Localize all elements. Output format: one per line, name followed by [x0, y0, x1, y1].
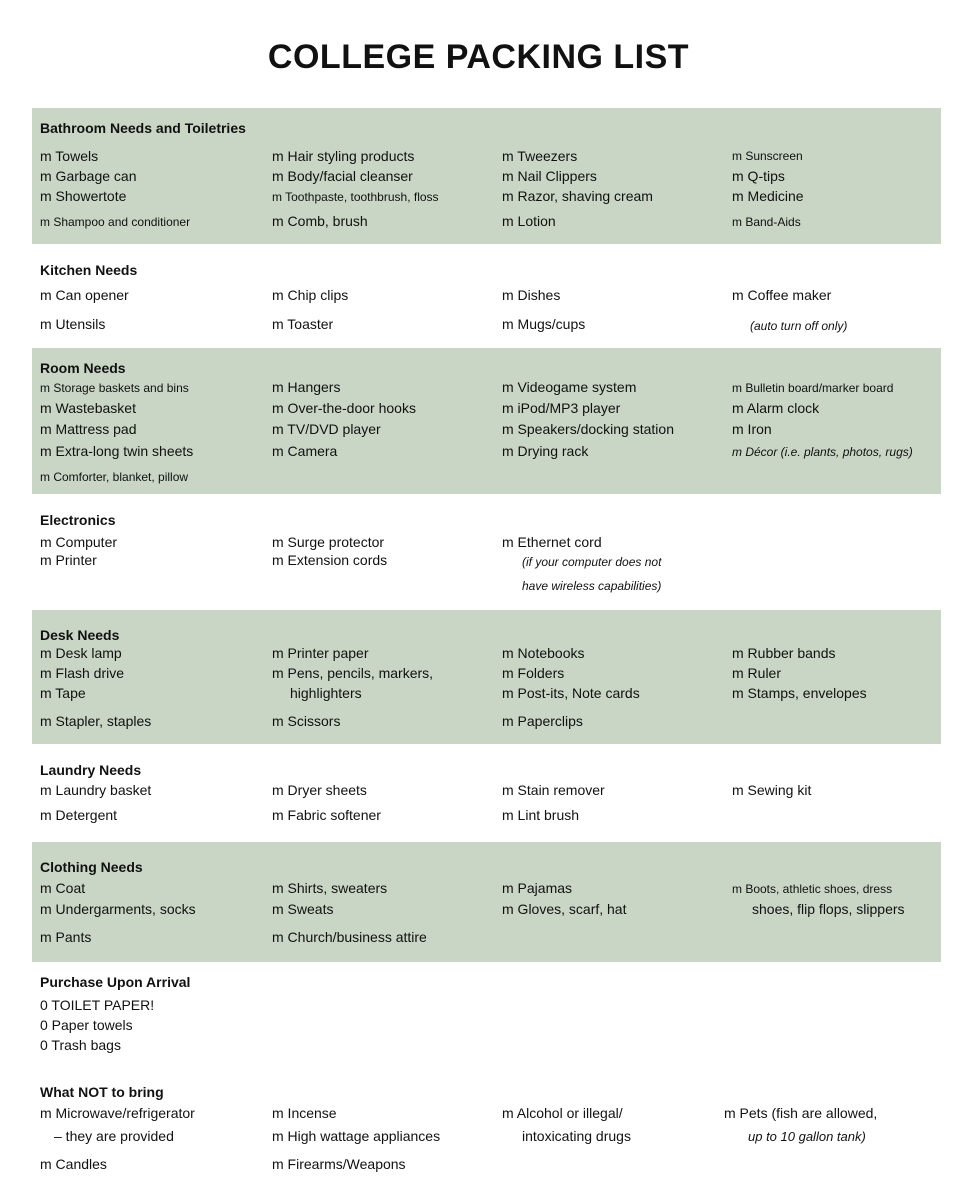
list-item: m Comforter, blanket, pillow	[40, 470, 189, 484]
list-item: m Coffee maker	[732, 287, 832, 303]
desk-section	[32, 610, 941, 744]
list-item: m TV/DVD player	[272, 421, 381, 437]
room-title: Room Needs	[40, 360, 126, 376]
list-item: m Ethernet cord	[502, 534, 602, 550]
list-item-note: (auto turn off only)	[750, 319, 848, 333]
list-item: m Computer	[40, 534, 118, 550]
list-item: m Extra-long twin sheets	[40, 443, 194, 459]
kitchen-title: Kitchen Needs	[40, 262, 138, 278]
list-item: m Garbage can	[40, 168, 137, 184]
list-item: m Hangers	[272, 379, 341, 395]
list-item: m Coat	[40, 880, 86, 896]
list-item: m Dryer sheets	[272, 782, 367, 798]
list-item: m Fabric softener	[272, 807, 381, 823]
list-item: m Extension cords	[272, 552, 388, 568]
list-item-note: have wireless capabilities)	[522, 579, 662, 593]
list-item: m Rubber bands	[732, 645, 836, 661]
arrival-title: Purchase Upon Arrival	[40, 974, 191, 990]
list-item: m Can opener	[40, 287, 129, 303]
list-item: m Lotion	[502, 213, 556, 229]
not-bring-title: What NOT to bring	[40, 1084, 164, 1100]
list-item: m Desk lamp	[40, 645, 122, 661]
list-item: up to 10 gallon tank)	[748, 1129, 866, 1144]
room-section	[32, 348, 941, 494]
list-item: 0 TOILET PAPER!	[40, 997, 155, 1013]
kitchen-section	[32, 252, 941, 344]
page-title: COLLEGE PACKING LIST	[267, 38, 690, 76]
list-item-note: (if your computer does not	[522, 555, 662, 569]
laundry-title: Laundry Needs	[40, 762, 142, 778]
electronics-title: Electronics	[40, 512, 116, 528]
list-item: m Lint brush	[502, 807, 580, 823]
list-item: m Band-Aids	[732, 215, 801, 229]
list-item: m Sewing kit	[732, 782, 812, 798]
arrival-section	[32, 966, 941, 1062]
clothing-title: Clothing Needs	[40, 859, 143, 875]
list-item: m Microwave/refrigerator	[40, 1105, 195, 1121]
list-item: m Undergarments, socks	[40, 901, 196, 917]
list-item: m Tweezers	[502, 148, 578, 164]
list-item: m Videogame system	[502, 379, 637, 395]
list-item: m Medicine	[732, 188, 804, 204]
list-item: m Stapler, staples	[40, 713, 152, 729]
clothing-section	[32, 842, 941, 962]
list-item: m Pens, pencils, markers,	[272, 665, 434, 681]
list-item: m Tape	[40, 685, 86, 701]
list-item: m Laundry basket	[40, 782, 152, 798]
laundry-section	[32, 752, 941, 838]
list-item: m Hair styling products	[272, 148, 415, 164]
list-item: m Iron	[732, 421, 772, 437]
list-item: m Over-the-door hooks	[272, 400, 416, 416]
electronics-section	[32, 502, 941, 606]
list-item: m Comb, brush	[272, 213, 368, 229]
list-item: m iPod/MP3 player	[502, 400, 621, 416]
list-item: m Pajamas	[502, 880, 573, 896]
list-item: m Boots, athletic shoes, dress	[732, 882, 893, 896]
list-item: m Razor, shaving cream	[502, 188, 653, 204]
list-item: m Scissors	[272, 713, 341, 729]
list-item: m Storage baskets and bins	[40, 381, 189, 395]
list-item: m Detergent	[40, 807, 118, 823]
list-item: m Speakers/docking station	[502, 421, 674, 437]
list-item: m Mattress pad	[40, 421, 137, 437]
list-item: m Printer paper	[272, 645, 369, 661]
list-item: m Towels	[40, 148, 99, 164]
list-item: m Alcohol or illegal/	[502, 1105, 623, 1121]
list-item: m Dishes	[502, 287, 561, 303]
bathroom-section	[32, 108, 941, 244]
list-item: m Paperclips	[502, 713, 583, 729]
list-item: m Bulletin board/marker board	[732, 381, 894, 395]
list-item: m High wattage appliances	[272, 1128, 441, 1144]
list-item: m Sunscreen	[732, 149, 803, 163]
list-item: m Body/facial cleanser	[272, 168, 413, 184]
list-item: m Q-tips	[732, 168, 785, 184]
list-item: m Toaster	[272, 316, 334, 332]
list-item: m Firearms/Weapons	[272, 1156, 406, 1172]
list-item: m Church/business attire	[272, 929, 427, 945]
list-item: intoxicating drugs	[522, 1128, 631, 1144]
list-item: m Chip clips	[272, 287, 349, 303]
list-item: m Sweats	[272, 901, 334, 917]
list-item: m Notebooks	[502, 645, 585, 661]
list-item: m Alarm clock	[732, 400, 820, 416]
list-item: 0 Paper towels	[40, 1017, 133, 1033]
list-item: highlighters	[290, 685, 362, 701]
list-item: m Pets (fish are allowed,	[724, 1105, 878, 1121]
desk-title: Desk Needs	[40, 627, 120, 643]
list-item: m Stain remover	[502, 782, 605, 798]
list-item: shoes, flip flops, slippers	[752, 901, 905, 917]
list-item: m Ruler	[732, 665, 782, 681]
list-item: m Shirts, sweaters	[272, 880, 388, 896]
list-item: m Printer	[40, 552, 97, 568]
not-bring-section	[32, 1076, 941, 1186]
list-item: m Post-its, Note cards	[502, 685, 640, 701]
list-item: m Toothpaste, toothbrush, floss	[272, 190, 439, 204]
list-item: m Folders	[502, 665, 565, 681]
list-item: m Nail Clippers	[502, 168, 597, 184]
list-item: m Drying rack	[502, 443, 589, 459]
list-item: – they are provided	[54, 1128, 174, 1144]
list-item: m Candles	[40, 1156, 107, 1172]
list-item: m Stamps, envelopes	[732, 685, 867, 701]
list-item: 0 Trash bags	[40, 1037, 121, 1053]
list-item: m Utensils	[40, 316, 106, 332]
bathroom-title: Bathroom Needs and Toiletries	[40, 120, 246, 136]
list-item: m Wastebasket	[40, 400, 136, 416]
list-item: m Showertote	[40, 188, 127, 204]
list-item: m Mugs/cups	[502, 316, 586, 332]
list-item: m Flash drive	[40, 665, 125, 681]
list-item: m Décor (i.e. plants, photos, rugs)	[732, 445, 913, 459]
list-item: m Shampoo and conditioner	[40, 215, 191, 229]
list-item: m Pants	[40, 929, 92, 945]
list-item: m Incense	[272, 1105, 337, 1121]
list-item: m Camera	[272, 443, 338, 459]
list-item: m Gloves, scarf, hat	[502, 901, 627, 917]
list-item: m Surge protector	[272, 534, 385, 550]
